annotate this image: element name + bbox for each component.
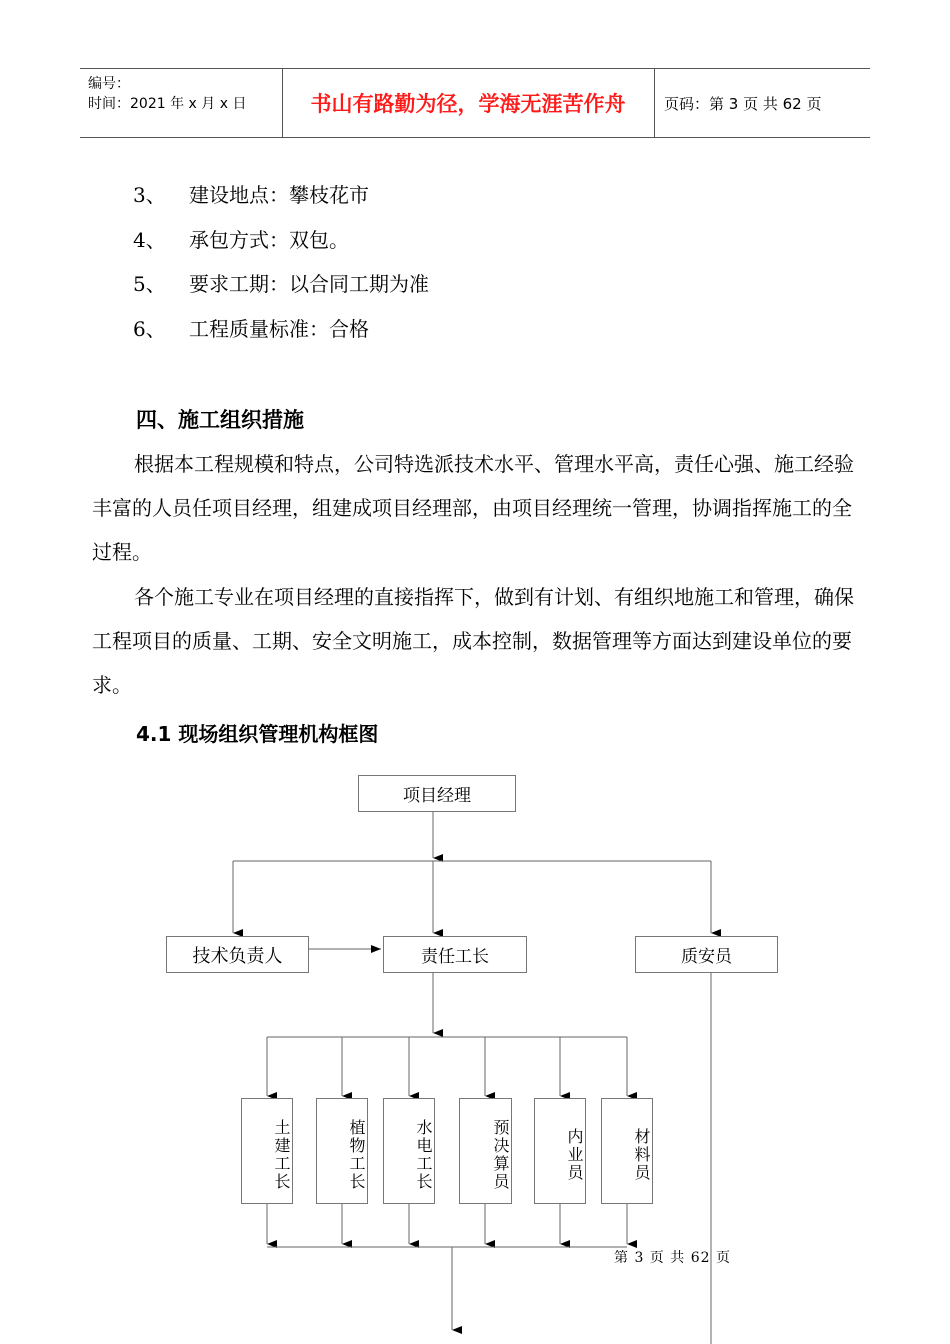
org-box-foreman: 责任工长 <box>383 936 527 973</box>
org-box-budget-clerk: 预决算员 <box>459 1098 512 1204</box>
org-box-office-clerk: 内业员 <box>534 1098 586 1204</box>
header-motto: 书山有路勤为径，学海无涯苦作舟 <box>282 69 655 137</box>
subsection-title: 4.1 现场组织管理机构框图 <box>136 722 379 746</box>
org-box-plumbing-electric-foreman: 水电工长 <box>383 1098 435 1204</box>
paragraph: 根据本工程规模和特点，公司特选派技术水平、管理水平高，责任心强、施工经验丰富的人员任项目经理，组建成项目经理部，由项目经理统一管理，协调指挥施工的全过程。 <box>92 452 854 564</box>
number-label: 编号： <box>88 76 130 92</box>
org-box-materials-clerk: 材料员 <box>601 1098 653 1204</box>
org-box-quality-safety: 质安员 <box>635 936 778 973</box>
section-title: 四、施工组织措施 <box>136 408 304 432</box>
list-item: 6、 工程质量标准：合格 <box>133 317 369 341</box>
list-item: 5、 要求工期：以合同工期为准 <box>133 272 429 296</box>
list-item: 4、 承包方式：双包。 <box>133 228 349 252</box>
org-box-tech-lead: 技术负责人 <box>166 936 309 973</box>
org-box-plant-foreman: 植物工长 <box>316 1098 368 1204</box>
list-item: 3、 建设地点：攀枝花市 <box>133 183 369 207</box>
paragraph: 各个施工专业在项目经理的直接指挥下，做到有计划、有组织地施工和管理，确保工程项目的质量、工期、安全文明施工，成本控制，数据管理等方面达到建设单位的要求。 <box>92 585 854 697</box>
org-box-civil-foreman: 土建工长 <box>241 1098 293 1204</box>
time-label: 时间：2021 年 x 月 x 日 <box>88 96 247 112</box>
page-footer: 第 3 页 共 62 页 <box>614 1250 731 1266</box>
header-page-info: 页码：第 3 页 共 62 页 <box>664 94 822 113</box>
org-box-project-manager: 项目经理 <box>358 775 516 812</box>
